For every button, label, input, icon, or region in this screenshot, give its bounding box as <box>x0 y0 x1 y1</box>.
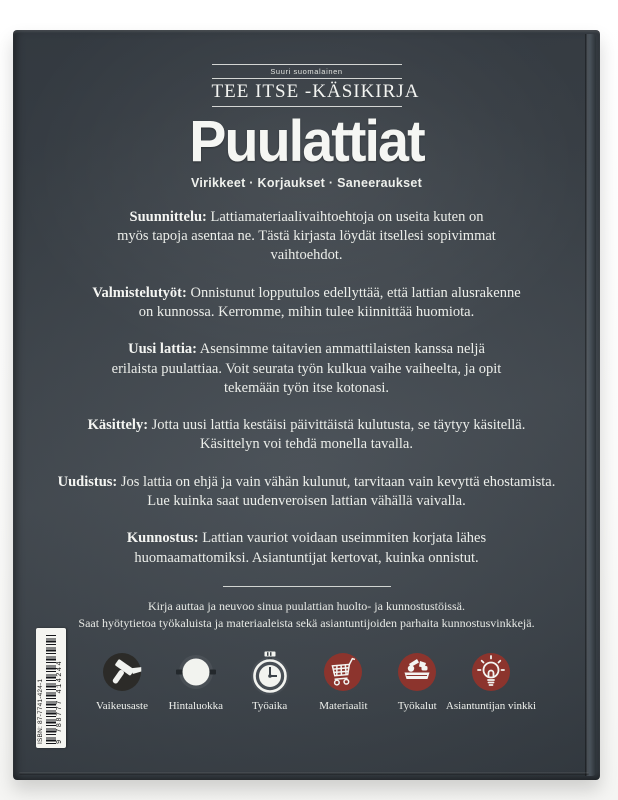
legend-label: Työaika <box>251 700 288 713</box>
blurb-paragraph <box>114 208 499 266</box>
barcode-label <box>36 628 66 748</box>
blurb-text: Onnistunut lopputulos edellyttää, että lattian alusrakenne on kunnossa. Kerromme, mihin tulee kiinnittää huomiota. <box>138 284 521 321</box>
blurb-text: Jotta uusi lattia kestäisi päivittäistä kulutusta, se täytyy käsitellä. Käsittelyn voi tehdä monella tavalla. <box>151 417 526 453</box>
footer-line: Kirja auttaa ja neuvoo sinua puulattian huolto- ja kunnostustöissä. <box>148 598 465 613</box>
cover-content <box>13 30 600 780</box>
blurb-paragraph <box>54 473 559 512</box>
footer-line: Saat hyötytietoa työkaluista ja materiaaleista sekä asiantuntijoiden parhaita kunnostusvinkkejä. <box>78 615 535 630</box>
book-subtitle: Virikkeet · Korjaukset · Saneeraukset <box>190 175 423 190</box>
legend-item-hintaluokka <box>160 651 231 712</box>
legend-row <box>87 651 537 713</box>
stopwatch-icon <box>247 651 293 697</box>
blurb-paragraph <box>107 529 507 568</box>
blurb-text: Jos lattia on ehjä ja vain vähän kulunut, tarvitaan vain kevyttä ehostamista. Lue kuinka saat uudenveroisen lattian vähällä vaivalla. <box>120 473 556 509</box>
cart-icon <box>320 651 366 697</box>
legend-label: Hintaluokka <box>168 700 223 713</box>
legend-item-vaikeusaste <box>87 651 158 712</box>
legend-item-tyokalut <box>382 651 453 712</box>
series-title: TEE ITSE -KÄSIKIRJA <box>211 81 420 102</box>
legend-item-tyoaika <box>234 651 305 712</box>
blurb-text: Asensimme taitavien ammattilaisten kanssa neljä erilaista puulattiaa. Voit seurata työn kulkua vaihe vaiheelta, ja opit tekemään työn itse kotonasi. <box>111 341 502 396</box>
blurb-text: Lattiamateriaalivaihtoehtoja on useita kuten on myös tapoja asentaa ne. Tästä kirjasta löydät itsellesi sopivimmat vaihtoehdot. <box>117 208 496 264</box>
blurb-lead: Kunnostus: <box>126 530 199 547</box>
isbn-text: ISBN: 87-7741-424-1 <box>37 678 44 744</box>
series-kicker: Suuri suomalainen <box>270 67 343 76</box>
blurb-lead: Uusi lattia: <box>128 341 197 358</box>
hammer-icon <box>99 651 145 697</box>
lightbulb-icon <box>468 651 514 697</box>
legend-label: Työkalut <box>397 700 437 713</box>
blurb-section <box>13 208 600 568</box>
blurb-lead: Uudistus: <box>57 473 118 490</box>
legend-item-materiaalit <box>308 651 379 712</box>
legend-item-vinkki <box>445 651 537 713</box>
blurb-paragraph <box>67 416 547 455</box>
banner-rule-bottom <box>212 106 402 107</box>
blurb-paragraph <box>107 340 507 398</box>
blurb-lead: Käsittely: <box>87 417 149 434</box>
book-title: Puulattiat <box>189 109 424 174</box>
barcode-bars <box>46 634 57 744</box>
book-back-cover <box>13 30 600 780</box>
blurb-text: Lattian vauriot voidaan useimmiten korjata lähes huomaamattomiksi. Asiantuntijat kertovat, kuinka onnistut. <box>134 530 487 566</box>
coin-icon <box>173 651 219 697</box>
ean-number: 9 788777 414244 <box>56 659 64 744</box>
blurb-paragraph <box>84 284 529 323</box>
legend-label: Materiaalit <box>319 700 368 713</box>
legend-label: Asiantuntijan vinkki <box>445 700 537 713</box>
legend-label: Vaikeusaste <box>96 700 148 713</box>
tools-icon <box>394 651 440 697</box>
blurb-lead: Suunnittelu: <box>129 208 207 225</box>
series-banner <box>211 64 420 107</box>
blurb-lead: Valmistelutyöt: <box>92 284 187 301</box>
section-divider <box>223 586 391 587</box>
